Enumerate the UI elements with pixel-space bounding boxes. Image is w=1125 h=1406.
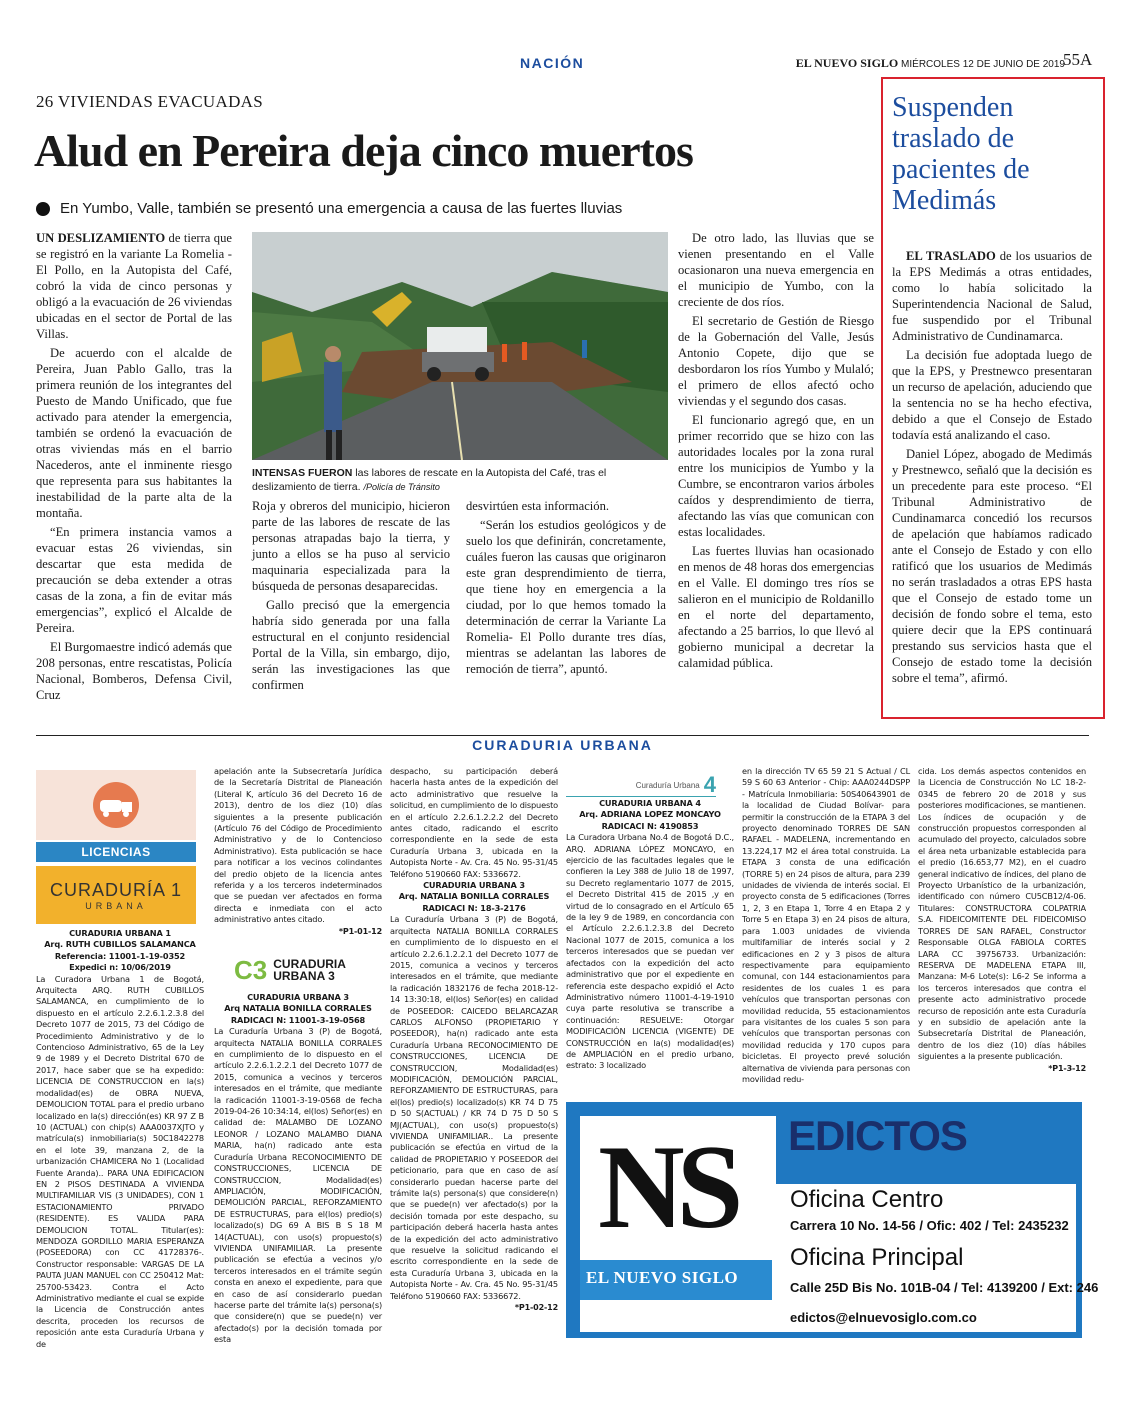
office-principal: Oficina Principal <box>790 1244 964 1271</box>
notice-heading: CURADURIA URBANA 4 <box>599 798 701 808</box>
notice-curaduria-3b <box>390 766 558 1314</box>
paragraph-text: de tierra que se registró en la variante La Romelia - El Pollo, en la Autopista del Café, cobró la vida de cinco personas y obligó a la evacuación de 26 viviendas ubicadas en el sector de Portal de las Villas. <box>36 231 232 341</box>
notice-curaduria-4-cont <box>742 766 910 1085</box>
photo-caption <box>252 466 668 494</box>
notice-heading: Arq NATALIA BONILLA CORRALES <box>224 1003 372 1014</box>
notice-date: Expedici n: 10/06/2019 <box>69 962 171 973</box>
notice-text: La Curadora Urbana No.4 de Bogotá D.C., ARQ. ADRIANA LÓPEZ MONCAYO, en ejercicio de las facultades legales que le confieren la Ley 388 de Julio 18 de 1997, su Decreto reglamentario 1077 de 2015, el Decreto Distrital 415 de 2015 ,y en virtud de lo consagrado en el Artículo 65 de la ley 9 de 1989, en concordancia con el Artículo 2.2.6.1.2.3.8 del Decreto Nacional 1077 de 2015, comunica a los terceros interesados que se puedan ver afectados con la expedición del acto administrativo que por el expediente en referencia este despacho expidió el Acto Administrativo número 11001-4-19-1910 cuya parte resolutiva se transcribe a continuación: RESUELVE: Otorgar MODIFICACIÓN LICENCIA (VIGENTE) DE CONSTRUCCIÓN en la(s) modalidad(es) de AMPLIACIÓN en el predio urbano, estrato: 3 localizado <box>566 832 734 1071</box>
article-column-3 <box>466 498 666 680</box>
deck-text: En Yumbo, Valle, también se presentó una emergencia a causa de las fuertes lluvias <box>60 200 623 217</box>
curaduria-3-logo <box>234 952 374 988</box>
paper-name: EL NUEVO SIGLO <box>795 56 899 70</box>
caption-text: las labores de rescate en la Autopista del Café, tras el deslizamiento de tierra. <box>252 467 607 493</box>
paragraph <box>36 230 232 342</box>
notice-text: apelación ante la Subsecretaría Jurídica de la Secretaría Distrital de Planeación (Literal K, artículo 36 del Decreto 16 de 2013), dentro de los diez (10) días siguientes a la presente publicación (Artículo 76 del Código de Procedimiento Administrativo y de lo Contencioso Administrativo). Esta publicación se hace para notificar a los vecinos colindantes del predio objeto de la licencia antes referida y a los terceros indeterminados que se puedan ver afectados en forma directa e inmediata con el acto administrativo antes citado. <box>214 766 382 925</box>
bullet-icon <box>36 202 50 216</box>
curaduria-4-logo <box>566 774 716 797</box>
licencias-graphic <box>36 770 196 840</box>
logo-line-1: CURADURÍA 1 <box>49 879 183 900</box>
licencias-label: LICENCIAS <box>36 842 196 862</box>
office-centro-address: Carrera 10 No. 14-56 / Ofic: 402 / Tel: 2435232 <box>790 1218 1069 1233</box>
issue-date: MIÉRCOLES 12 DE JUNIO DE 2019 <box>901 59 1065 70</box>
notice-heading: CURADURIA URBANA 1 <box>69 928 171 938</box>
deck <box>36 200 622 217</box>
notice-heading: CURADURIA URBANA 3 <box>423 880 525 891</box>
paragraph: De otro lado, las lluvias que se vienen presentando en el Valle ocasionaron una nueva emergencia en el municipio de Yumbo, con la creciente de dos ríos. <box>678 231 874 309</box>
lead-in: UN DESLIZAMIENTO <box>36 231 166 245</box>
paragraph: El funcionario agregó que, en un primer recorrido que se hizo con las autoridades locales por la zona rural entre los municipios de Yumbo y la Cumbre, se encontraron varios árboles caídos y desprendimiento de tierra, afectando las vías que comunican con estas localidades. <box>678 413 874 539</box>
notice-reference: RADICACI N: 18-3-2176 <box>422 902 526 913</box>
notice-heading: Arq. ADRIANA LOPEZ MONCAYO <box>579 809 721 820</box>
cement-truck-icon <box>86 780 146 830</box>
notice-reference: Referencia: 11001-1-19-0352 <box>54 950 186 961</box>
caption-lead: INTENSAS FUERON <box>252 467 353 479</box>
paragraph: Daniel López, abogado de Medimás y Prestnewco, señaló que la decisión es un precedente para este proceso. “El Tribunal Administrativo de Cundinamarca concedió los recursos de apelación que habíamos radicado ante el Consejo de Estado y con ello ratificó que los usuarios de Medimás no serán trasladados a otras EPS hasta que el Consejo de estado tome un decisión de fondo sobre el tema, esto quiere decir que la EPS continuará prestando sus servicios hasta que el Consejo de estado tome la decisión sobre el tema”, afirmó. <box>892 447 1092 685</box>
landslide-photo <box>252 232 668 460</box>
notice-reference: RADICACI N: 4190853 <box>601 820 699 831</box>
box-headline: Suspenden traslado de pacientes de Medimás <box>892 92 1030 216</box>
paragraph: desvirtúen esta información. <box>466 499 610 513</box>
notice-heading: Arq. NATALIA BONILLA CORRALES <box>398 891 550 902</box>
paragraph: La decisión fue adoptada luego de que la EPS, y Prestnewco presentaran un recurso de apelación, aduciendo que la sentencia no se ha hecho efectiva, debido a que el Consejo de Estado todavía está analizando el caso. <box>892 348 1092 442</box>
notice-code: *P1-3-12 <box>1048 1063 1086 1073</box>
notice-heading: Arq. RUTH CUBILLOS SALAMANCA <box>44 939 196 950</box>
section-label: NACIÓN <box>520 55 585 71</box>
paragraph: “Serán los estudios geológicos y de suelo los que definirán, concretamente, cuáles fueron las causas que originaron este gran desprendimiento de tierra, que tiene hoy en emergencia a la ciudad, por lo que hemos tomado la determinación de cerrar la Variante La Romelia- El Pollo durante tres días, mientras se adelantan las labores de remoción de tierra”, apuntó. <box>466 518 666 676</box>
logo-text: CURADURIA URBANA 3 <box>273 957 346 983</box>
paragraph: El secretario de Gestión de Riesgo de la Gobernación del Valle, Jesús Antonio Copete, dijo que se desbordaron los ríos Yumbo y Mulaló; el primero de ellos afectó ocho viviendas y el segundo dos casas. <box>678 314 874 408</box>
notice-text: en la dirección TV 65 59 21 S Actual / CL 59 S 60 63 Anterior - Chip: AAA0244DSPP - Matrícula Inmobiliaria: 50S40643901 de la localidad de Ciudad Bolívar- para permitir la construcción de la ETAPA 3 del proyecto denominado TORRES DE SAN RAFAEL - MADELENA, incrementando en 13.224,17 M2 el área total construida. La ETAPA 3 consta de una edificación (TORRE 5) en 24 pisos de altura, para 239 unidades de vivienda de interés social. El proyecto consta de 5 edificaciones (Torres 1, 2, 3 en Etapa 1, Torre 4 en Etapa 2 y Torre 5 en Etapa 3) en 24 pisos de altura, para 1.003 unidades de vivienda multifamiliar de interés social y 2 edificaciones en 2 y 3 pisos de altura respectivamente para equipamiento comunal, con 144 estacionamientos para residentes de los cuales 1 es para vehículos que transportan personas con movilidad reducida, 55 estacionamientos para visitantes de los cuales 5 son para vehículos que transportan personas con movilidad reducida y 170 cupos para bicicletas. El proyecto prevé solución alternativa de vivienda para personas con movilidad redu- <box>742 766 910 1084</box>
notice-code: *P1-02-12 <box>514 1303 558 1313</box>
article-column-4 <box>678 230 874 674</box>
box-column <box>892 248 1092 689</box>
notice-curaduria-3a <box>214 992 382 1346</box>
article-column-1 <box>36 230 232 706</box>
photo-credit: /Policía de Tránsito <box>363 482 440 492</box>
notice-text: La Curaduría Urbana 3 (P) de Bogotá, arquitecta NATALIA BONILLA CORRALES en cumplimiento de lo dispuesto en el artículo 2.2.6.1.2.2.1 del Decreto 1077 de 2015, comunica a vecinos y terceros interesados en el trámite, que mediante la radicación 11001-3-19-0568 de fecha 2019-04-26 10:34:14, el(los) Señor(es) en calidad de: MALAMBO DE LOZANO LEONOR / LOZANO MALAMBO DIANA MARIA, ha(n) radicado ante esta Curaduría Urbana RECONOCIMIENTO DE CONSTRUCCIONES, LICENCIA DE CONSTRUCCION, Modalidad(es) AMPLIACIÓN, MODIFICACIÓN, DEMOLICIÓN PARCIAL, REFORZAMIENTO DE ESTRUCTURAS, para el(los) predio(s) localizado(s) DG 69 A BIS B S 18 M 14(ACTUAL), con uso(s) propuesto(s) VIVIENDA UNIFAMILIAR. La presente publicación se efectúa a vecinos y/o terceros interesados en el trámite según consta en anexo el expediente, para que en caso de así considerarlo puedan hacerse parte del trámite la(s) persona(s) que considere(n) que se puede(n) ver afectado(s) por la decisión tomada por esta <box>214 1026 382 1345</box>
curaduria-1-logo <box>36 866 196 924</box>
paragraph: De acuerdo con el alcalde de Pereira, Juan Pablo Gallo, tras la primera reunión de los integrantes del Puesto de Mando Unificado, que fue activado para atender la emergencia, también se ordenó la evacuación de otras viviendas más en el barrio Nacederos, ante el inminente riesgo que representa para sus habitantes la inestabilidad de la parte alta de la montaña. <box>36 346 232 520</box>
notice-text: La Curaduría Urbana 3 (P) de Bogotá, arquitecta NATALIA BONILLA CORRALES en cumplimiento de lo dispuesto en el artículo 2.2.6.1.2.2.1 del Decreto 1077 de 2015, comunica a vecinos y terceros interesados en el trámite, que mediante la radicación 1832176 de fecha 2018-12-14 13:30:18, el(los) Señor(es) en calidad de POSEEDOR: CAICEDO BELARCAZAR CARLOS ALFONSO (PROPIETARIO Y POSEEDOR), ha(n) radicado ante esta Curaduría Urbana RECONOCIMIENTO DE CONSTRUCCIONES, LICENCIA DE CONSTRUCCION, Modalidad(es) MODIFICACIÓN, DEMOLICIÓN PARCIAL, REFORZAMIENTO DE ESTRUCTURAS, para el(los) predio(s) localizado(s) KR 74 D 75 D 50 S(ACTUAL) / KR 74 D 75 D 50 S MJ(ACTUAL), con uso(s) propuesto(s) VIVIENDA UNIFAMILIAR.. La presente publicación se efectúa en virtud de la calidad de PROPIETARIO Y POSEEDOR del peticionario, para que en caso de así considerarlo puedan hacerse parte del trámite la(s) persona(s) que considere(n) que se puede(n) ver afectado(s) por la decisión tomada por este despacho, su participación deberá hacerla hasta antes de la expedición del acto administrativo que resuelve la solicitud radicando el escrito correspondiente en la sede de esta Curaduría Urbana 3, ubicada en la Autopista Norte - Av. Cra. 45 No. 95-31/45 Teléfono 5190660 FAX: 5336672. <box>390 914 558 1301</box>
edictos-title: EDICTOS <box>788 1112 967 1159</box>
logo-mark: C3 <box>234 954 268 985</box>
article-column-2 <box>252 498 450 696</box>
page-number: 55A <box>1063 50 1093 69</box>
headline: Alud en Pereira deja cinco muertos <box>34 125 693 176</box>
notice-text: La Curadora Urbana 1 de Bogotá, Arquitecta ARQ. RUTH CUBILLOS SALAMANCA, en cumplimiento de lo dispuesto en el artículo 2.2.6.1.2.3.8 del Decreto 1077 de 2015, 73 del Código de Procedimiento Administrativo y de lo Contencioso Administrativo, 65 de la Ley 9 de 1989 y el Decreto Distrital 670 de 2017, hace saber que se ha expedido: LICENCIA DE CONSTRUCCION en la(s) modalidad(es) de OBRA NUEVA, DEMOLICION TOTAL para el predio urbano localizado en la(s) dirección(es) KR 97 Z B 10 (ACTUAL) con chip(s) AAA0037XJTO y matrícula(s) inmobiliaria(s) 50C1842278 en el lote 39, manzana 2, de la urbanización CHAMICERA No 1 (Localidad Fuente Aranda).. PARA UNA EDIFICACION EN 2 PISOS DESTINADA A VIVIENDA MULTIFAMILIAR VIS (3 UNIDADES), CON 1 ESTACIONAMIENTO PRIVADO (RESIDENTE). ES VALIDA PARA DEMOLICION TOTAL. Titular(es): MENDOZA GORDILLO MARIA ESPERANZA (POSEEDORA) con CC 41728376-. Constructor responsable: VARGAS DE LA PAUTA JUAN MANUEL con CC 250412 Mat: 25700-53423. Contra el Acto Administrativo mediante el cual se expide la Licencia de Construcción antes descrita, proceden los recursos de reposición ante esta Curaduría Urbana y de <box>36 973 204 1349</box>
edictos-email[interactable]: edictos@elnuevosiglo.com.co <box>790 1310 977 1325</box>
lead-in: EL TRASLADO <box>906 249 996 263</box>
notice-curaduria-1-cont <box>214 766 382 937</box>
office-centro: Oficina Centro <box>790 1186 944 1213</box>
paragraph: Roja y obreros del municipio, hicieron parte de las labores de rescate de las personas atrapadas bajo la tierra, y junto a ellos se ha puso al servicio maquinaria especializada para la búsqueda de personas desaparecidas. <box>252 499 450 593</box>
notice-heading: CURADURIA URBANA 3 <box>247 992 349 1002</box>
logo-line-2: URBANA <box>85 900 147 911</box>
kicker: 26 VIVIENDAS EVACUADAS <box>36 92 263 111</box>
curaduria-section-title: CURADURIA URBANA <box>472 737 653 753</box>
notice-text: cida. Los demás aspectos contenidos en la Licencia de Construcción No LC 18-2-0345 de febrero 20 de 2018 y sus posteriores modificaciones, se mantienen. Los índices de ocupación y de construcción propuestos corresponden al acumulado del proyecto, calculados sobre el área neta urbanizable establecida para el predio (16.653,77 M2), en el cuadro general indicativo de índices, del plano de Proyecto Urbanístico de la urbanización, identificado con número CU5CB12/4-06. Titulares: CONSTRUCTORA COLPATRIA S.A. FIDEICOMITENTE DEL FIDEICOMISO TORRES DE SAN RAFAEL, Constructor Responsable OLGA FABIOLA CORTES LARA CC 39756733. Urbanización: RESERVA DE MADELENA ETAPA III, Manzana: M-6 Lote(s): L6-2 Se informa a los terceros interesados que contra el presente acto administrativo procede recurso de reposición ante esta Curaduría y en subsidio de apelación ante la Subsecretaría Distrital de Planeación, dentro de los diez (10) días hábiles siguientes a la presente publicación. <box>918 766 1086 1062</box>
notice-reference: RADICACI N: 11001-3-19-0568 <box>230 1014 366 1025</box>
office-principal-address: Calle 25D Bis No. 101B-04 / Tel: 4139200 / Ext: 246 <box>790 1280 1099 1295</box>
masthead <box>796 56 1065 71</box>
paragraph: Gallo precisó que la emergencia habría sido generada por una falla estructural en el conjunto residencial Portal de la Villa, sin embargo, dijo, serán las investigaciones las que confirmen <box>252 598 450 692</box>
logo-text: Curaduría Urbana <box>635 780 700 790</box>
paragraph: “En primera instancia vamos a evacuar estas 26 viviendas, sin descartar que esta medida de precaución se deba extender a otras casas de la zona, a fin de evitar más emergencias”, explicó el Alcalde de Pereira. <box>36 525 232 635</box>
paragraph <box>892 248 1092 344</box>
paragraph: Las fuertes lluvias han ocasionado en menos de 48 horas dos emergencias en el Valle. El domingo tres ríos se salieron en el municipio de Roldanillo en el norte del departamento, afectando a 25 barrios, lo que llevó al gobierno municipal a decretar la calamidad pública. <box>678 544 874 670</box>
notice-text: despacho, su participación deberá hacerla hasta antes de la expedición del acto administrativo que resuelve la solicitud, en cumplimiento de lo dispuesto en el artículo 2.2.6.1.2.2.2 del Decreto antes citado, radicando el escrito correspondiente en la sede de esta Curaduría Urbana 3, ubicada en la Autopista Norte - Av. Cra. 45 No. 95-31/45 Teléfono 5190660 FAX: 5336672. <box>390 766 558 879</box>
section-divider <box>36 735 1089 736</box>
notice-curaduria-4-end <box>918 766 1086 1074</box>
notice-curaduria-1 <box>36 928 204 1350</box>
notice-code: *P1-01-12 <box>338 926 382 936</box>
paragraph: El Burgomaestre indicó además que 208 personas, entre rescatistas, Policía Nacional, Bomberos, Defensa Civil, Cruz <box>36 640 232 702</box>
logo-mark: 4 <box>703 772 716 797</box>
ad-paper-name: EL NUEVO SIGLO <box>586 1268 739 1287</box>
ns-logo: NS <box>598 1120 736 1253</box>
notice-curaduria-4 <box>566 798 734 1072</box>
paragraph-text: de los usuarios de la EPS Medimás a otras entidades, como lo había solicitado la Superintendencia Nacional de Salud, fue suspendido por el Tribunal Administrativo de Cundinamarca. <box>892 249 1092 343</box>
